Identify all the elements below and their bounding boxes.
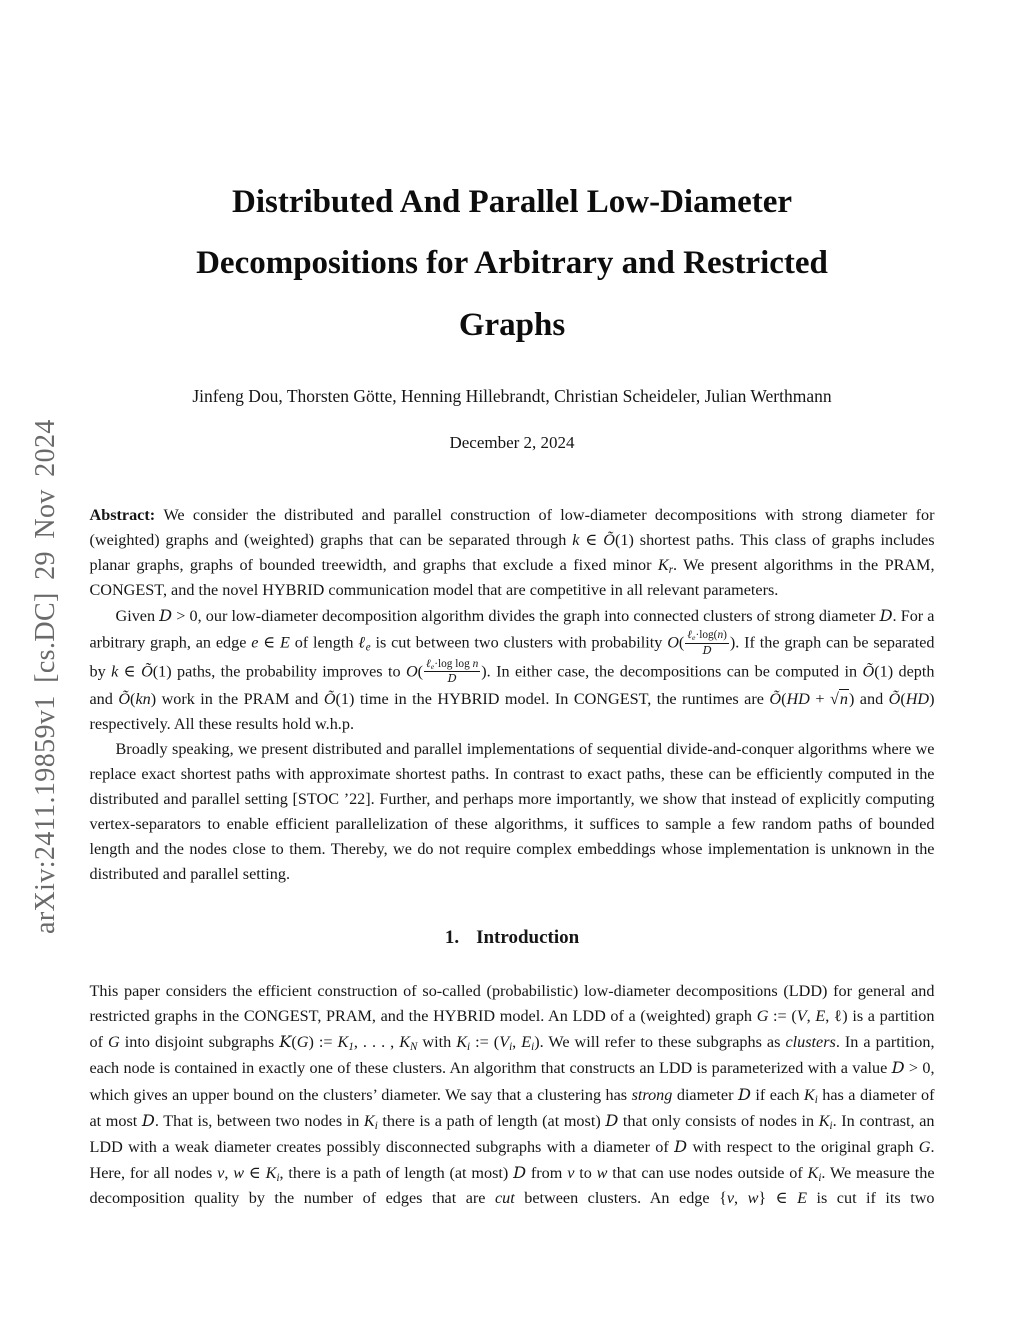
- paper-content: [90, 0, 935, 1211]
- document-body: [90, 503, 935, 1211]
- section-title: Introduction: [476, 927, 580, 949]
- title-line: Decompositions for Arbitrary and Restricted: [196, 245, 828, 282]
- inline-fraction: $\frac{\ell_e\cdot\log \log n}{D}$: [426, 658, 479, 686]
- authors-line: Jinfeng Dou, Thorsten Götte, Henning Hillebrandt, Christian Scheideler, Julian Werthmann: [192, 386, 832, 407]
- paper-title: [90, 172, 935, 356]
- sqrt-expression: √n: [829, 689, 848, 708]
- section-number: 1.: [444, 927, 460, 949]
- arxiv-watermark: arXiv:2411.19859v1 [cs.DC] 29 Nov 2024: [30, 419, 61, 934]
- date-line: December 2, 2024: [449, 433, 575, 453]
- paragraph: Abstract: We consider the distributed and parallel construction of low-diameter decompositions with strong diameter for (weighted) graphs and (weighted) graphs that can be separated through k ∈ Õ(1) shortest paths. This class of graphs includes planar graphs, graphs of bounded treewidth, and graphs that exclude a fixed minor $K_r$. We present algorithms in the PRAM, CONGEST, and the novel HYBRID communication model that are competitive in all relevant parameters.: [89, 506, 935, 600]
- paragraph: Given D > 0, our low-diameter decomposition algorithm divides the graph into connected clusters of strong diameter D. For a arbitrary graph, an edge e ∈ E of length ℓ$_e$ is cut between two clusters with probability O( $\frac{\ell_e\cdot\log(n)}{D}$ ). If the graph can be separated by k ∈ Õ(1) paths, the probability improves to O( $\frac{\ell_e\cdot\log \log n}{D}$ ). In either case, the decompositions can be computed in Õ(1) depth and Õ(kn) work in the PRAM and Õ(1) time in the HYBRID model. In CONGEST, the runtimes are Õ(HD + √n) and Õ(HD) respectively. All these results hold w.h.p.: [89, 606, 935, 733]
- title-line: Graphs: [458, 306, 566, 343]
- inline-fraction: $\frac{\ell_e\cdot\log(n)}{D}$: [687, 629, 727, 657]
- title-line: Distributed And Parallel Low-Diameter: [231, 184, 793, 220]
- paragraph: Broadly speaking, we present distributed and parallel implementations of sequential divide-and-conquer algorithms where we replace exact shortest paths with approximate shortest paths. In contrast to exact paths, these can be efficiently computed in the distributed and parallel setting [STOC ’22]. Further, and perhaps more importantly, we show that instead of explicitly computing vertex-separators to enable efficient parallelization of these algorithms, it suffices to sample a few random paths of bounded length and the nodes close to them. Thereby, we do not require complex embeddings whose implementation is unknown in the distributed and parallel setting.: [89, 739, 935, 883]
- paragraph: This paper considers the efficient construction of so-called (probabilistic) low-diameter decompositions (LDD) for general and restricted graphs in the CONGEST, PRAM, and the HYBRID model. An LDD of a (weighted) graph G := (V, E, ℓ) is a partition of G into disjoint subgraphs K(G) := $K_1$, . . . , $K_N$ with $K_i$ := ($V_i$, $E_i$). We will refer to these subgraphs as clusters. In a partition, each node is contained in exactly one of these clusters. An algorithm that constructs an LDD is parameterized with a value D > 0, which gives an upper bound on the clusters’ diameter. We say that a clustering has strong diameter D if each $K_i$ has a diameter of at most D. That is, between two nodes in $K_i$ there is a path of length (at most) D that only consists of nodes in $K_i$. In contrast, an LDD with a weak diameter creates possibly disconnected subgraphs with a diameter of D with respect to the original graph G. Here, for all nodes v, w ∈ $K_i$, there is a path of length (at most) D from v to w that can use nodes outside of $K_i$. We measure the decomposition quality by the number of edges that are cut between clusters. An edge {v, w} ∈ E is cut if its two: [89, 982, 935, 1207]
- section-heading: [90, 923, 935, 952]
